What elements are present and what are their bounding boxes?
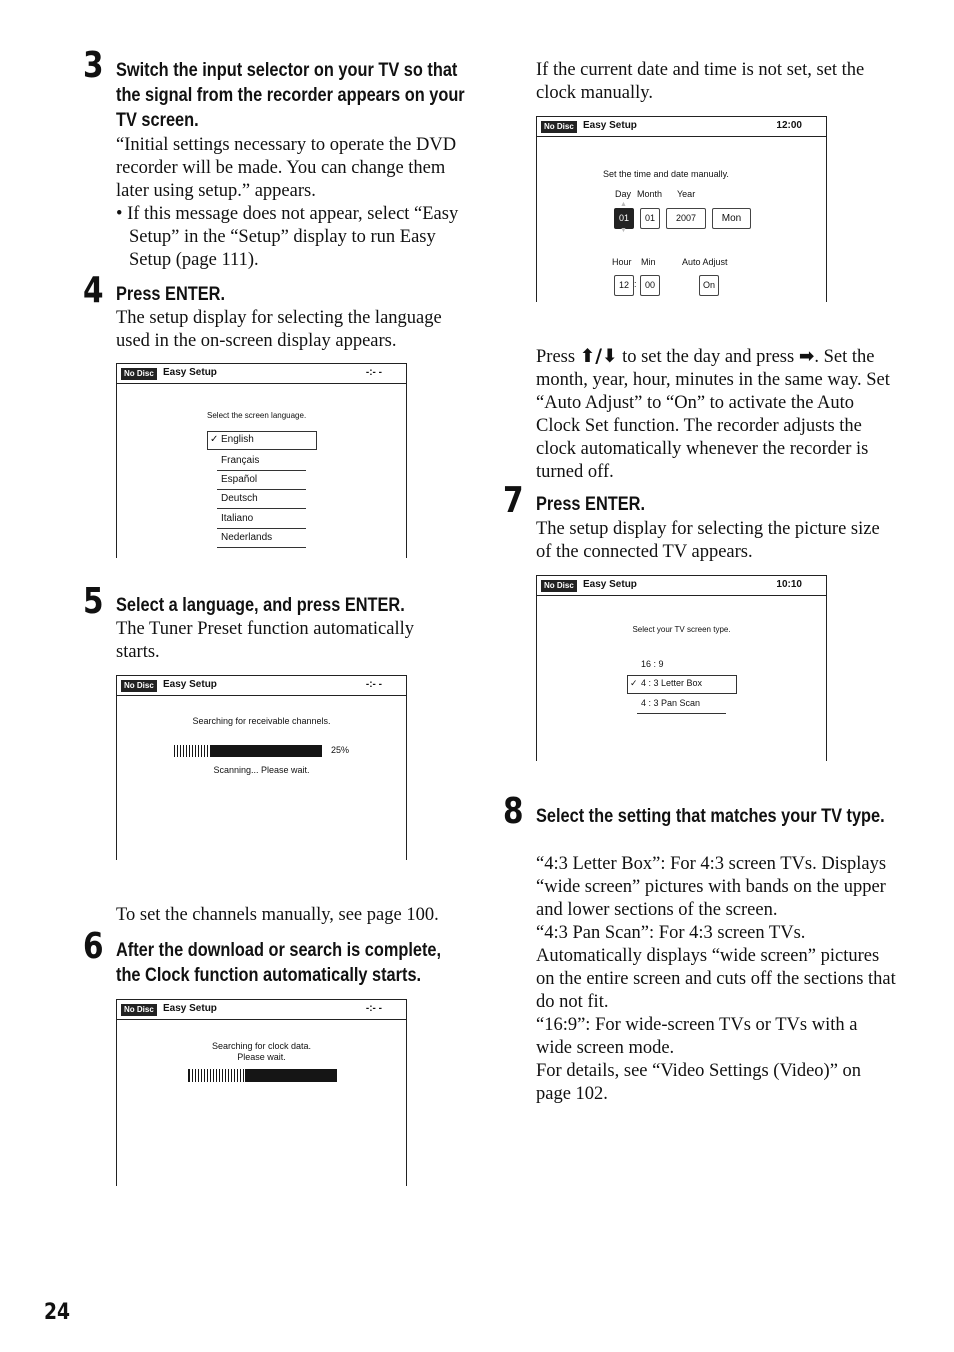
screen-header bbox=[117, 676, 406, 696]
step-5-text: The Tuner Preset function automatically starts. bbox=[116, 619, 414, 662]
scanning-status: Scanning... Please wait. bbox=[213, 765, 310, 775]
step-heading-5: Select a language, and press ENTER. bbox=[116, 595, 405, 616]
month-label: Month bbox=[637, 189, 663, 199]
searching-channels-text: Searching for receivable channels. bbox=[192, 716, 331, 726]
step-heading-6: After the download or search is complete, the Clock function automatically starts. bbox=[116, 940, 442, 986]
tv-option-label: 4 : 3 Pan Scan bbox=[641, 698, 701, 708]
clock-search-text bbox=[117, 1041, 406, 1063]
screen-header bbox=[537, 576, 826, 596]
instruction-text: . Set the month, year, hour, minutes in the same way. Set “Auto Adjust” to “On” to activate the Auto Clock Set function. The recorder adjusts the clock automatically whenever the recorder is turned off. bbox=[536, 347, 890, 482]
down-arrow-icon: ▼ bbox=[620, 227, 627, 234]
minute-field[interactable]: 00 bbox=[640, 275, 660, 296]
step-heading-4: Press ENTER. bbox=[116, 284, 225, 305]
step-number-5: 5 bbox=[83, 581, 104, 622]
step-number-7: 7 bbox=[503, 480, 524, 521]
time-colon: : bbox=[634, 279, 637, 289]
screen-clock: 10:10 bbox=[776, 579, 802, 590]
tv-type-prompt: Select your TV screen type. bbox=[632, 625, 731, 634]
check-icon: ✓ bbox=[630, 678, 638, 688]
progress-percent: 25% bbox=[331, 745, 350, 755]
tv-option-pan-scan[interactable] bbox=[637, 696, 726, 714]
tv-type-description: “4:3 Pan Scan”: For 4:3 screen TVs. Automatically displays “wide screen” pictures on the entire screen and cuts off the sections that do not fit. bbox=[536, 923, 896, 1012]
no-disc-badge: No Disc bbox=[121, 368, 157, 380]
year-label: Year bbox=[677, 189, 696, 199]
language-option-francais[interactable] bbox=[217, 453, 306, 471]
screen-language bbox=[116, 363, 407, 558]
screen-header bbox=[117, 364, 406, 384]
tv-option-label: 4 : 3 Letter Box bbox=[641, 678, 703, 688]
language-option-italiano[interactable] bbox=[217, 511, 306, 529]
no-disc-badge: No Disc bbox=[541, 580, 577, 592]
language-label: Nederlands bbox=[221, 532, 273, 543]
step-4-text: The setup display for selecting the language used in the on-screen display appears. bbox=[116, 308, 442, 351]
right-arrow-icon: ➡ bbox=[798, 346, 815, 367]
screen-title: Easy Setup bbox=[583, 579, 637, 590]
screen-clock: -:- - bbox=[365, 1003, 382, 1014]
step-3-text: “Initial settings necessary to operate the DVD recorder will be made. You can change them later using setup.” appears. bbox=[116, 135, 457, 201]
screen-clock: 12:00 bbox=[776, 120, 802, 131]
language-label: Deutsch bbox=[221, 493, 258, 504]
tv-option-letter-box[interactable] bbox=[627, 675, 737, 694]
step-3-bullet: • If this message does not appear, select “Easy Setup” in the “Setup” display to run Easy Setup (page 111). bbox=[116, 204, 459, 270]
channel-scan-progress-bar bbox=[174, 745, 322, 757]
language-label: Français bbox=[221, 455, 260, 466]
set-clock-instructions bbox=[536, 345, 891, 484]
progress-fill bbox=[174, 745, 211, 757]
progress-fill bbox=[189, 1069, 245, 1082]
screen-title: Easy Setup bbox=[163, 367, 217, 378]
tv-option-16-9[interactable]: 16 : 9 bbox=[641, 659, 664, 669]
language-option-espanol[interactable] bbox=[217, 472, 306, 490]
step-number-8: 8 bbox=[503, 791, 524, 832]
set-clock-prompt: Set the time and date manually. bbox=[603, 169, 729, 179]
language-option-deutsch[interactable] bbox=[217, 491, 306, 509]
instruction-text: Press bbox=[536, 347, 580, 367]
step-heading-7: Press ENTER. bbox=[536, 494, 645, 515]
screen-set-clock bbox=[536, 116, 827, 302]
up-arrow-icon: ▲ bbox=[620, 201, 627, 208]
screen-header bbox=[117, 1000, 406, 1020]
min-label: Min bbox=[641, 257, 656, 267]
clock-search-line-1: Searching for clock data. bbox=[211, 1041, 312, 1051]
language-option-english[interactable] bbox=[207, 431, 317, 450]
no-disc-badge: No Disc bbox=[541, 121, 577, 133]
details-reference: For details, see “Video Settings (Video)” on page 102. bbox=[536, 1061, 862, 1104]
clock-search-line-2: Please wait. bbox=[237, 1052, 286, 1062]
tv-type-description: “4:3 Letter Box”: For 4:3 screen TVs. Displays “wide screen” pictures with bands on the upper and lower sections of the screen. bbox=[536, 854, 887, 920]
language-prompt: Select the screen language. bbox=[207, 411, 307, 420]
screen-header bbox=[537, 117, 826, 137]
clock-search-progress-bar bbox=[188, 1069, 337, 1082]
step-number-3: 3 bbox=[83, 45, 104, 86]
screen-title: Easy Setup bbox=[163, 1003, 217, 1014]
weekday-field: Mon bbox=[712, 208, 751, 229]
step-7-text: The setup display for selecting the picture size of the connected TV appears. bbox=[536, 519, 880, 562]
step-number-4: 4 bbox=[83, 270, 104, 311]
instruction-text: to set the day and press bbox=[617, 347, 799, 367]
language-option-nederlands[interactable] bbox=[217, 530, 306, 548]
step-number-6: 6 bbox=[83, 926, 104, 967]
language-label: Español bbox=[221, 474, 258, 485]
screen-tv-type bbox=[536, 575, 827, 761]
auto-adjust-field[interactable]: On bbox=[699, 275, 719, 296]
tv-type-description: “16:9”: For wide-screen TVs or TVs with a wide screen mode. bbox=[536, 1015, 858, 1058]
day-label: Day bbox=[615, 189, 632, 199]
step-8-body bbox=[536, 853, 896, 1106]
day-field[interactable]: 01 bbox=[614, 208, 634, 229]
page-number: 24 bbox=[44, 1300, 71, 1325]
screen-clock: -:- - bbox=[365, 679, 382, 690]
manual-clock-intro: If the current date and time is not set, set the clock manually. bbox=[536, 60, 865, 103]
language-label: English bbox=[221, 434, 254, 445]
auto-adjust-label: Auto Adjust bbox=[682, 257, 728, 267]
check-icon: ✓ bbox=[210, 434, 219, 445]
step-heading-3: Switch the input selector on your TV so that the signal from the recorder appears on your TV screen. bbox=[116, 60, 465, 131]
screen-clock-search bbox=[116, 999, 407, 1186]
screen-title: Easy Setup bbox=[583, 120, 637, 131]
up-down-arrow-icon: ⬆/⬇ bbox=[579, 346, 618, 367]
no-disc-badge: No Disc bbox=[121, 680, 157, 692]
no-disc-badge: No Disc bbox=[121, 1004, 157, 1016]
language-label: Italiano bbox=[221, 513, 254, 524]
manual-channels-note: To set the channels manually, see page 100. bbox=[116, 905, 439, 925]
hour-label: Hour bbox=[612, 257, 632, 267]
year-field[interactable]: 2007 bbox=[666, 208, 706, 229]
step-heading-8: Select the setting that matches your TV type. bbox=[536, 806, 885, 827]
screen-clock: -:- - bbox=[365, 367, 382, 378]
screen-tuner-preset bbox=[116, 675, 407, 860]
month-field[interactable]: 01 bbox=[640, 208, 660, 229]
screen-title: Easy Setup bbox=[163, 679, 217, 690]
hour-field[interactable]: 12 bbox=[614, 275, 634, 296]
step-3-body bbox=[116, 134, 471, 272]
